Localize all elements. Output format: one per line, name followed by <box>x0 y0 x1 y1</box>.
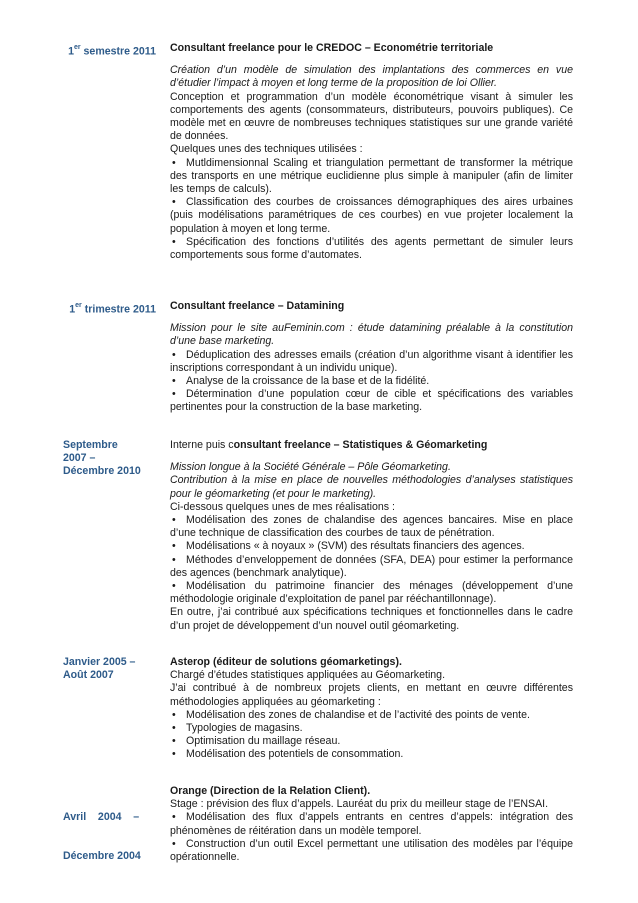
bullet-item: • Analyse de la croissance de la base et de la fidélité. <box>172 375 430 388</box>
entry-title: Orange (Direction de la Relation Client). <box>170 785 371 797</box>
entry-paragraph: Chargé d’études statistiques appliquées au Géomarketing. <box>170 669 446 682</box>
bullet-icon: • <box>172 722 176 735</box>
bullet-item: • Modélisation du patrimoine financier des ménages (développement d’une méthodologie originale d’exploitation de panel par rééchantillonnage). <box>170 580 573 606</box>
entry-date: Septembre 2007 – Décembre 2010 <box>63 439 141 477</box>
bullet-icon: • <box>172 837 176 850</box>
entry-date: Janvier 2005 – Août 2007 <box>63 656 136 681</box>
bullet-icon: • <box>172 553 176 566</box>
entry-title: Asterop (éditeur de solutions géomarketings). <box>170 656 402 668</box>
entry-date: 1er trimestre 2011 <box>69 302 156 316</box>
entry-date: Avril 2004 – Décembre 2004 <box>63 811 141 862</box>
bullet-icon: • <box>172 348 176 361</box>
bullet-icon: • <box>172 708 176 721</box>
bullet-item: • Modélisation des zones de chalandise des agences bancaires. Mise en place d’une technique de classification des courbes de taux de pénétration. <box>170 514 573 540</box>
bullet-icon: • <box>172 735 176 748</box>
entry-title: Interne puis consultant freelance – Statistiques & Géomarketing <box>170 439 488 451</box>
entry-content <box>170 656 573 762</box>
entry-date: 1er semestre 2011 <box>68 44 156 58</box>
entry-title: Consultant freelance pour le CREDOC – Econométrie territoriale <box>170 42 494 54</box>
entry-description: Contribution à la mise en place de nouvelles méthodologies d’analyses statistiques pour le géomarketing (et pour le marketing). <box>170 474 573 500</box>
bullet-item: • Modélisation des flux d’appels entrants en centres d’appels: intégration des phénomènes de réitération dans un modèle temporel. <box>170 811 573 837</box>
bullet-item: • Classification des courbes de croissances démographiques des aires urbaines (puis modélisations paramétriques de ces courbes) en vue projeter localement la population à moyen et long terme. <box>170 196 573 235</box>
bullet-item: • Détermination d’une population cœur de cible et spécifications des variables pertinentes pour la construction de la base marketing. <box>170 388 573 414</box>
bullet-item: • Méthodes d’enveloppement de données (SFA, DEA) pour estimer la performance des agences (benchmark analytique). <box>170 553 573 579</box>
bullet-icon: • <box>172 748 176 761</box>
entry-paragraph: En outre, j’ai contribué aux spécifications techniques et fonctionnelles dans le cadre d’un projet de développement d’un nouvel outil géomarketing. <box>170 606 573 632</box>
entry-content <box>170 300 573 415</box>
bullet-item: • Optimisation du maillage réseau. <box>172 735 341 748</box>
bullet-icon: • <box>172 580 176 593</box>
entry-description: Création d’un modèle de simulation des implantations des commerces en vue d’étudier l’impact à moyen et long terme de la proposition de loi Ollier. <box>170 64 573 90</box>
bullet-icon: • <box>172 540 176 553</box>
bullet-icon: • <box>172 514 176 527</box>
entry-content <box>170 785 573 864</box>
bullet-item: • Modélisation des zones de chalandise et de l’activité des points de vente. <box>172 708 530 721</box>
entry-description: Mission pour le site auFeminin.com : étude datamining préalable à la constitution d’une base marketing. <box>170 322 573 348</box>
bullet-item: • Modélisation des potentiels de consommation. <box>172 748 404 761</box>
entry-title: Consultant freelance – Datamining <box>170 300 345 312</box>
entry-paragraph: Quelques unes des techniques utilisées : <box>170 143 363 156</box>
entry-description: Mission longue à la Société Générale – Pôle Géomarketing. <box>170 461 451 474</box>
bullet-icon: • <box>172 388 176 401</box>
bullet-icon: • <box>172 235 176 248</box>
bullet-item: • Construction d’un outil Excel permettant une utilisation des modèles par l’équipe opérationnelle. <box>170 837 573 864</box>
bullet-item: • Modélisations « à noyaux » (SVM) des résultats financiers des agences. <box>172 540 525 553</box>
bullet-item: • Spécification des fonctions d’utilités des agents permettant de simuler leurs comportements sous forme d’automates. <box>170 235 573 262</box>
bullet-item: • Déduplication des adresses emails (création d’un algorithme visant à identifier les inscriptions correspondant à un individu unique). <box>170 348 573 374</box>
bullet-icon: • <box>172 375 176 388</box>
entry-paragraph: Ci-dessous quelques unes de mes réalisations : <box>170 500 395 513</box>
bullet-icon: • <box>172 156 176 169</box>
entry-paragraph: Stage : prévision des flux d’appels. Lauréat du prix du meilleur stage de l’ENSAI. <box>170 798 549 811</box>
entry-paragraph: Conception et programmation d’un modèle économétrique visant à simuler les comportements des agents (consommateurs, distributeurs, pouvoirs publiques). Ce modèle met en œuvre de nombreuses techniques statistiques sur une grande variété de données. <box>170 90 573 143</box>
entry-content <box>170 439 573 633</box>
bullet-item: • Typologies de magasins. <box>172 722 303 735</box>
bullet-icon: • <box>172 196 176 209</box>
entry-content <box>170 42 573 262</box>
bullet-icon: • <box>172 811 176 824</box>
entry-paragraph: J’ai contribué à de nombreux projets clients, en mettant en œuvre différentes méthodologies appliquées au géomarketing : <box>170 682 573 708</box>
bullet-item: • Mutldimensionnal Scaling et triangulation permettant de transformer la métrique des transports en une métrique euclidienne plus simple à manipuler (afin de limiter les temps de calculs). <box>170 156 573 196</box>
